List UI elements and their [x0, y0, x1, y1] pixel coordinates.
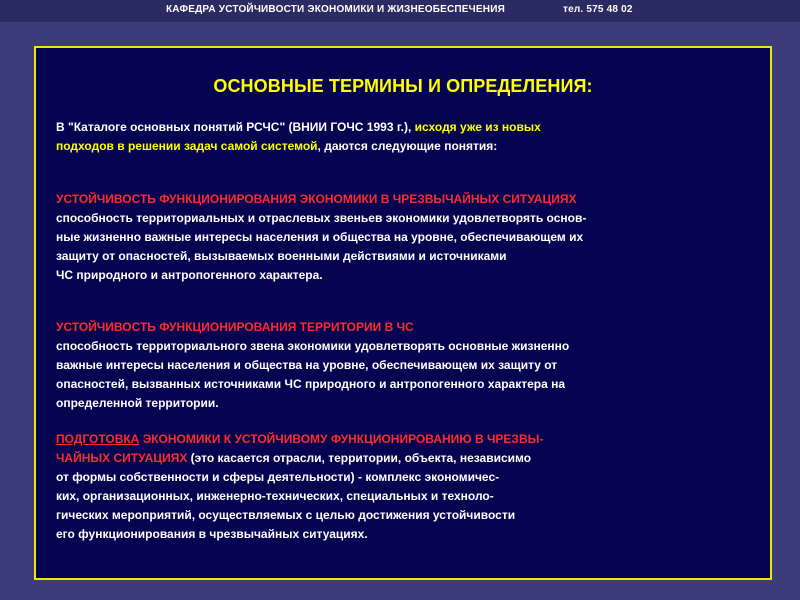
term1-line: ЧС природного и антропогенного характера. [56, 268, 323, 282]
term2-heading: УСТОЙЧИВОСТЬ ФУНКЦИОНИРОВАНИЯ ТЕРРИТОРИИ В ЧС [56, 320, 414, 334]
intro-highlight-2: подходов в решении задач самой системой [56, 139, 318, 153]
intro-text-1: В "Каталоге основных понятий РСЧС" (ВНИИ ГОЧС 1993 г.), [56, 120, 415, 134]
term3-heading-cont: ЧАЙНЫХ СИТУАЦИЯХ [56, 451, 188, 465]
term1-line: ные жизненно важные интересы населения и общества на уровне, обеспечивающем их [56, 230, 584, 244]
term3-heading: ЭКОНОМИКИ К УСТОЙЧИВОМУ ФУНКЦИОНИРОВАНИЮ В ЧРЕЗВЫ- [139, 432, 544, 446]
term1-heading: УСТОЙЧИВОСТЬ ФУНКЦИОНИРОВАНИЯ ЭКОНОМИКИ В ЧРЕЗВЫЧАЙНЫХ СИТУАЦИЯХ [56, 192, 577, 206]
intro-paragraph [56, 118, 756, 156]
slide-title: ОСНОВНЫЕ ТЕРМИНЫ И ОПРЕДЕЛЕНИЯ: [213, 76, 593, 96]
term1-line: защиту от опасностей, вызываемых военными действиями и источниками [56, 249, 507, 263]
term3-heading-underlined: ПОДГОТОВКА [56, 432, 140, 446]
term3-line: ких, организационных, инженерно-технических, специальных и техноло- [56, 489, 494, 503]
term2-line: определенной территории. [56, 396, 219, 410]
term2-line: опасностей, вызванных источниками ЧС природного и антропогенного характера на [56, 377, 566, 391]
term1-block [56, 190, 756, 285]
term1-line: способность территориальных и отраслевых звеньев экономики удовлетворять основ- [56, 211, 587, 225]
term3-block [56, 430, 756, 544]
slide-board [34, 46, 772, 580]
term3-line: от формы собственности и сферы деятельности) - комплекс экономичес- [56, 470, 500, 484]
intro-highlight-1: исходя уже из новых [414, 120, 541, 134]
term3-line: его функционирования в чрезвычайных ситуациях. [56, 527, 368, 541]
term3-line: гических мероприятий, осуществляемых с целью достижения устойчивости [56, 508, 516, 522]
term3-line: (это касается отрасли, территории, объекта, независимо [187, 451, 532, 465]
phone-number: тел. 575 48 02 [563, 4, 633, 15]
intro-text-2: , даются следующие понятия: [317, 139, 498, 153]
term2-line: способность территориального звена экономики удовлетворять основные жизненно [56, 339, 570, 353]
term2-block [56, 318, 756, 413]
term2-line: важные интересы населения и общества на уровне, обеспечивающем их защиту от [56, 358, 558, 372]
department-name: КАФЕДРА УСТОЙЧИВОСТИ ЭКОНОМИКИ И ЖИЗНЕОБЕСПЕЧЕНИЯ [166, 4, 505, 15]
header-bar [0, 0, 800, 22]
